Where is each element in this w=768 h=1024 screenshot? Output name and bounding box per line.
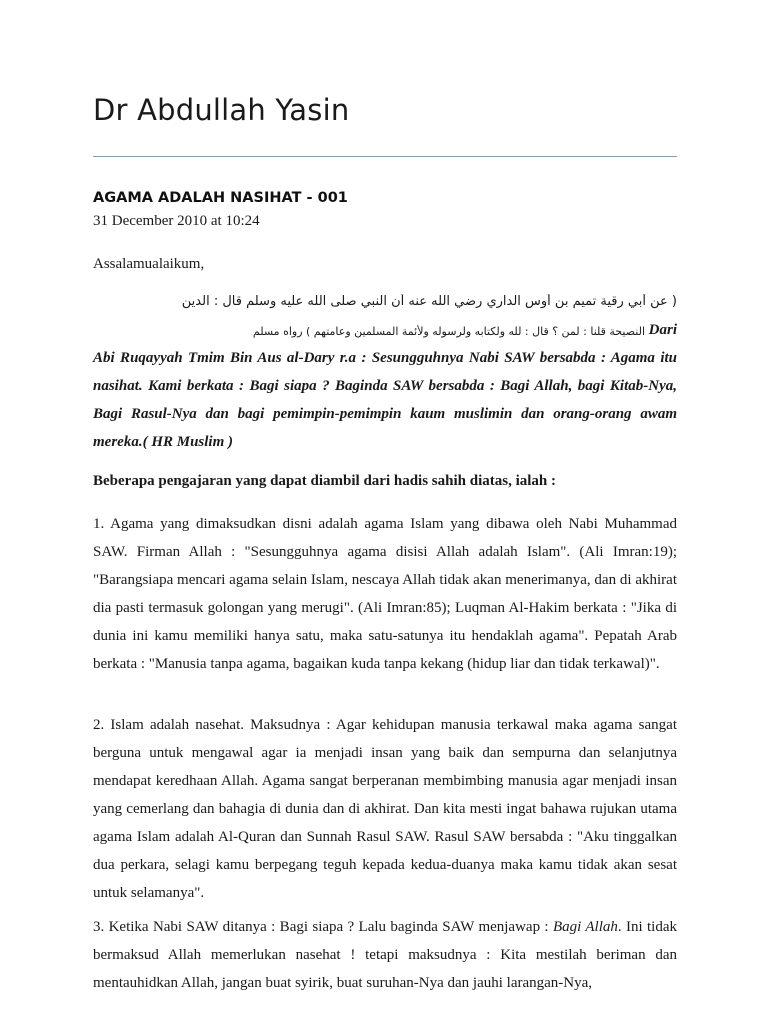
lesson-point-1: 1. Agama yang dimaksudkan disni adalah agama Islam yang dibawa oleh Nabi Muhammad SAW. Firman Allah : "Sesungguhnya agama disisi Allah adalah Islam". (Ali Imran:19); "Barangsiapa mencari agama selain Islam, nescaya Allah tidak akan menerimanya, dan di akhirat dia pasti termasuk golongan yang merugi". (Ali Imran:85); Luqman Al-Hakim berkata : "Jika di dunia ini kamu memiliki hanya satu, maka satu-satunya itu hendaklah agama". Pepatah Arab berkata : "Manusia tanpa agama, bagaikan kuda tanpa kekang (hidup liar dan tidak terkawal)". — [93, 516, 677, 672]
hadith-intro-word: Dari — [648, 322, 677, 338]
arabic-hadith-line-1: ( عن أبي رقية تميم بن أوس الداري رضي الله عنه أن النبي صلى الله عليه وسلم قال : الدين — [181, 294, 677, 309]
lesson-point-2: 2. Islam adalah nasehat. Maksudnya : Agar kehidupan manusia terkawal maka agama sangat berguna untuk mengawal agar ia menjadi insan yang baik dan sempurna dan selanjutnya mendapat keredhaan Allah. Agama sangat berperanan membimbing manusia agar menjadi insan yang cemerlang dan bahagia di dunia dan di akhirat. Dan kita mesti ingat bahawa rujukan utama agama Islam adalah Al-Quran dan Sunnah Rasul SAW. Rasul SAW bersabda : "Aku tinggalkan dua perkara, selagi kamu berpegang teguh kepada kedua-duanya maka kamu tidak akan sesat untuk selamanya". — [93, 717, 677, 901]
lesson-point-3 — [93, 913, 677, 997]
lesson-point-3-rest: . Ini tidak bermaksud Allah memerlukan nasehat ! tetapi maksudnya : Kita mestilah beriman dan mentauhidkan Allah, jangan buat syirik, buat suruhan-Nya dan jauhi larangan-Nya, — [93, 919, 678, 991]
title-divider — [93, 156, 677, 157]
document-title: Dr Abdullah Yasin — [93, 93, 350, 127]
lessons-heading: Beberapa pengajaran yang dapat diambil dari hadis sahih diatas, ialah : — [93, 473, 557, 489]
lesson-point-3-emphasis: Bagi Allah — [552, 919, 618, 935]
note-date: 31 December 2010 at 10:24 — [93, 213, 260, 229]
note-title: AGAMA ADALAH NASIHAT - 001 — [93, 190, 348, 206]
lesson-point-3-start: 3. Ketika Nabi SAW ditanya : Bagi siapa ? Lalu baginda SAW menjawap : — [93, 919, 553, 935]
greeting: Assalamualaikum, — [93, 256, 205, 272]
arabic-hadith-line-2: النصيحة قلنا : لمن ؟ قال : لله ولكتابه ولرسوله ولأئمة المسلمين وعامتهم ) رواه مسلم — [252, 325, 645, 338]
hadith-translation: Abi Ruqayyah Tmim Bin Aus al-Dary r.a : Sesungguhnya Nabi SAW bersabda : Agama itu nasihat. Kami berkata : Bagi siapa ? Baginda SAW bersabda : Bagi Allah, bagi Kitab-Nya, Bagi Rasul-Nya dan bagi pemimpin-pemimpin kaum muslimin dan orang-orang awam mereka.( HR Muslim ) — [93, 350, 677, 450]
arabic-hadith-line-2-row — [93, 322, 677, 344]
